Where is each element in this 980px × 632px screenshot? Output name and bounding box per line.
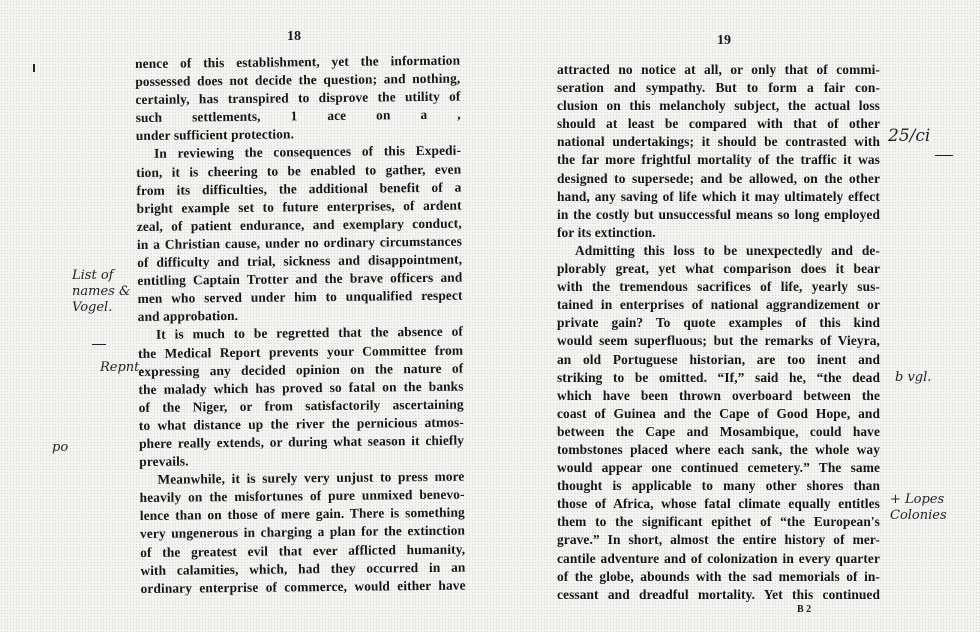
- text-line: thought is applicable to many other shores than: [557, 478, 880, 494]
- text-line: between the Cape and Mosambique, could have: [557, 423, 880, 439]
- text-line: with the tremendous sacrifices of life, yearly sus-: [557, 279, 880, 295]
- text-line: In reviewing the consequences of this Expedi-: [153, 143, 462, 162]
- text-line: grave.” In short, almost the entire history of mer-: [557, 532, 880, 548]
- text-line: would seem superfluous; but the remarks of Vieyra,: [557, 333, 880, 349]
- margin-note: List of names & Vogel.: [72, 268, 131, 315]
- text-line: under sufficient protection.: [135, 126, 295, 144]
- text-line: designed to supersede; and be allowed, on the other: [557, 170, 880, 186]
- page-number-right: 19: [717, 33, 731, 48]
- text-line: tained in enterprises of national aggrandizement or: [557, 297, 880, 313]
- page-number-left: 18: [287, 29, 301, 44]
- text-line: of the Niger, or from satisfactorily ascertaining: [138, 396, 464, 415]
- text-line: and approbation.: [137, 308, 239, 325]
- text-line: the Medical Report prevents your Committee from: [138, 342, 464, 361]
- margin-note: Repnt.: [100, 360, 144, 375]
- right-page-text: [557, 61, 880, 604]
- text-line: would appear one continued cemetery.” The same: [557, 460, 880, 476]
- text-line: the far more frightful mortality of the traffic it was: [557, 152, 880, 168]
- text-line: zeal, of patient endurance, and exemplary conduct,: [136, 215, 462, 234]
- margin-tick: [33, 64, 35, 72]
- text-line: phere really extends, or during what season it chiefly: [138, 432, 465, 451]
- text-line: in the costly but unsuccessful means so long employed: [557, 206, 880, 222]
- margin-note: 25/ci: [888, 126, 931, 146]
- text-line: those of Africa, whose fatal climate equally entitles: [557, 496, 880, 512]
- text-line: which have been thrown overboard between the: [557, 387, 880, 403]
- text-line: certainly, has transpired to disprove the utility of: [135, 88, 461, 108]
- text-line: It is much to be regretted that the absence of: [155, 323, 463, 343]
- text-line: coast of Guinea and the Cape of Good Hope, and: [557, 405, 880, 421]
- text-line: national undertakings; it should be contrasted with: [557, 134, 880, 150]
- text-line: from its difficulties, the additional benefit of a: [136, 179, 462, 198]
- text-line: in a Christian cause, under no ordinary circumstances: [136, 233, 463, 252]
- text-line: Meanwhile, it is surely very unjust to press more: [157, 468, 465, 487]
- text-line: them to the significant epithet of “the European's: [557, 514, 880, 530]
- text-line: private gain? To quote examples of this kind: [557, 315, 880, 331]
- text-line: of the greatest evil that ever afflicted humanity,: [140, 541, 466, 560]
- margin-dash: [92, 344, 106, 345]
- text-line: attracted no notice at all, or only that of commi-: [557, 62, 880, 77]
- left-page-text: [135, 52, 466, 598]
- text-line: Admitting this loss to be unexpectedly and de-: [575, 242, 880, 258]
- text-line: tombstones placed where each sank, the whole way: [557, 441, 880, 457]
- text-line: cessant and dreadful mortality. Yet this continued: [557, 586, 880, 602]
- signature-mark: B 2: [797, 604, 812, 615]
- text-line: very ungenerous in charging a plan for the extinction: [139, 523, 466, 542]
- text-line: hand, any saving of life which it may ultimately effect: [557, 188, 880, 204]
- text-line: entitling Captain Trotter and the brave officers and: [137, 269, 463, 289]
- text-line: clusion on this melancholy subject, the actual loss: [557, 98, 880, 114]
- text-line: lence than on those of mere gain. There is something: [139, 504, 465, 524]
- text-line: possessed does not decide the question; and nothing,: [135, 70, 461, 90]
- text-line: an old Portuguese historian, are too inent and: [557, 351, 880, 367]
- text-line: expressing any decided opinion on the nature of: [138, 360, 464, 379]
- text-line: nence of this establishment, yet the information: [135, 52, 461, 71]
- margin-note: b vgl.: [895, 370, 932, 385]
- text-line: to what distance up the river the pernicious atmos-: [138, 414, 464, 433]
- text-line: with calamities, which, had they occurred in an: [140, 559, 466, 578]
- text-line: heavily on the misfortunes of pure unmixed benevo-: [139, 486, 465, 506]
- margin-dash: [935, 155, 953, 156]
- text-line: for its extinction.: [557, 224, 656, 240]
- text-line: of the globe, abounds with the sad memorials of in-: [557, 568, 880, 584]
- text-line: seration and sympathy. But to form a fair con-: [557, 80, 880, 96]
- text-line: ordinary enterprise of commerce, would either have: [140, 577, 466, 596]
- text-line: the malady which has proved so fatal on the banks: [138, 378, 464, 397]
- text-line: prevails.: [139, 453, 189, 470]
- margin-note: po: [52, 440, 69, 455]
- text-line: bright example set to future enterprises, of ardent: [136, 197, 462, 216]
- text-line: should at least be compared with that of other: [557, 116, 880, 132]
- text-line: striking to be omitted. “If,” said he, “the dead: [557, 369, 880, 385]
- text-line: tion, it is cheering to be enabled to gather, even: [136, 161, 462, 180]
- text-line: of difficulty and trial, sickness and disappointment,: [137, 251, 463, 271]
- text-line: men who served under him to unqualified respect: [137, 287, 463, 307]
- margin-note: + Lopes Colonies: [890, 492, 947, 523]
- text-line: such settlements, 1 ace on a ,: [135, 106, 461, 126]
- text-line: plorably great, yet what comparison does it bear: [557, 261, 880, 277]
- text-line: cantile adventure and of colonization in every quarter: [557, 550, 880, 566]
